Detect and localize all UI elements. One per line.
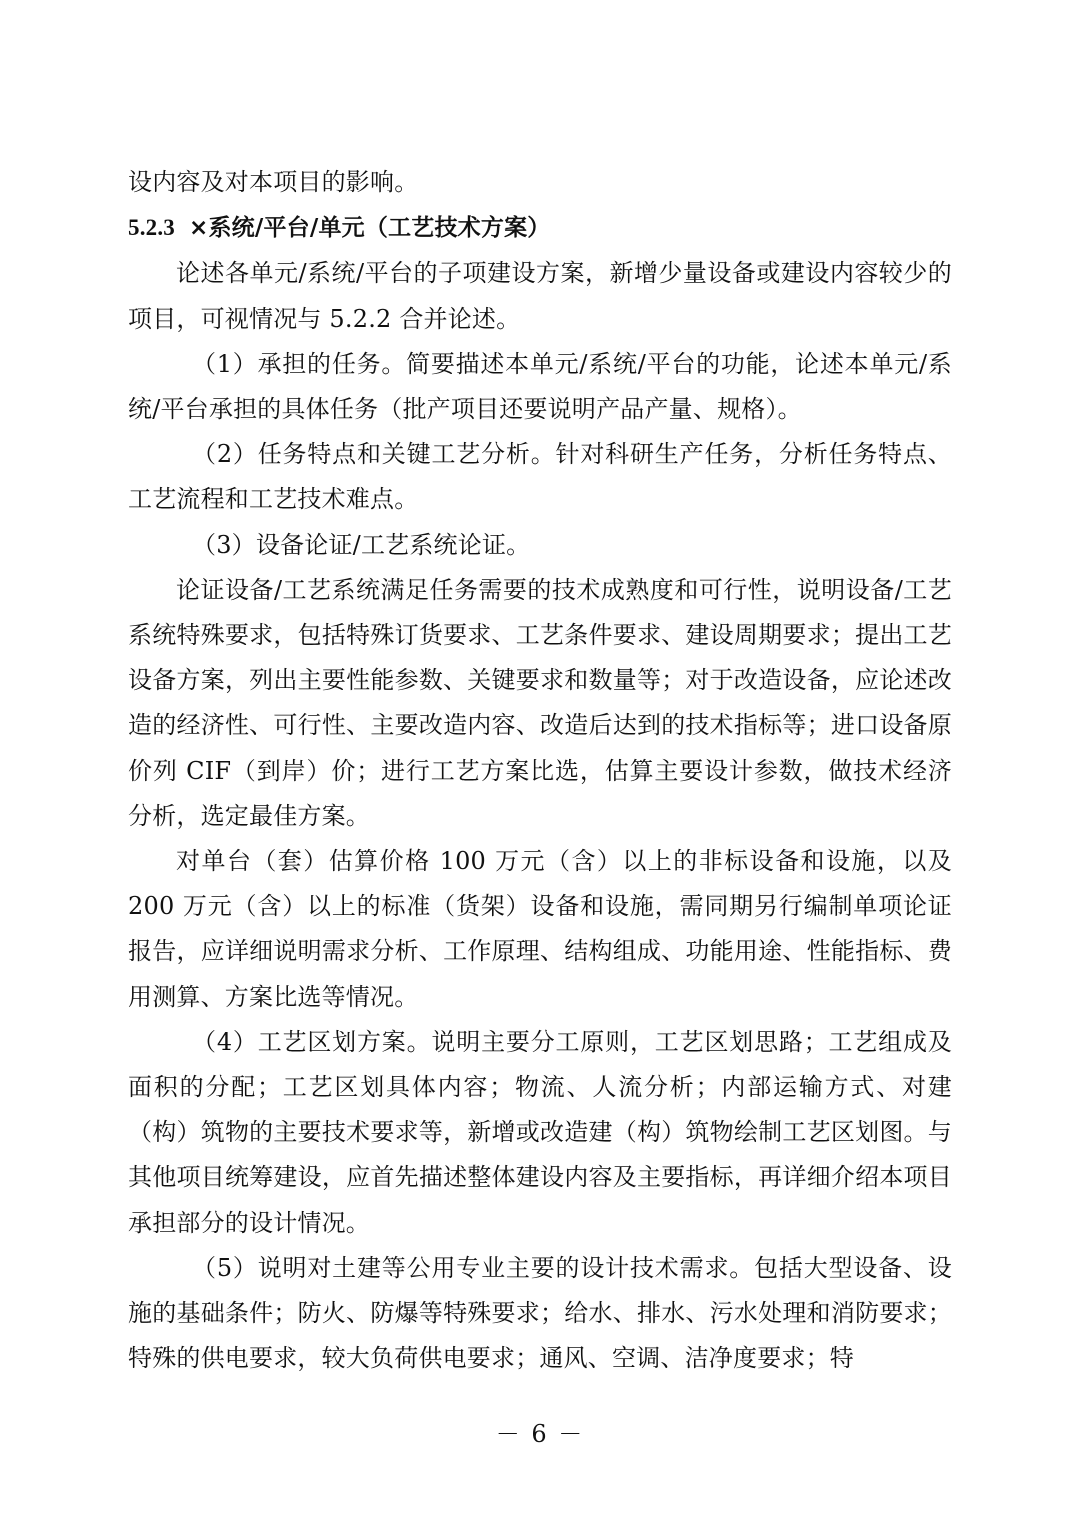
- section-title: ×系统/平台/单元（工艺技术方案）: [189, 215, 551, 242]
- continuation-line: 设内容及对本项目的影响。: [128, 168, 419, 196]
- paragraph-intro: 论述各单元/系统/平台的子项建设方案，新增少量设备或建设内容较少的项目，可视情况与 5.2.2 合并论述。: [128, 259, 952, 333]
- paragraph-item-1: （1）承担的任务。简要描述本单元/系统/平台的功能，论述本单元/系统/平台承担的具体任务（批产项目还要说明产品产量、规格）。: [128, 349, 952, 424]
- page-number: － 6 －: [495, 1420, 585, 1448]
- section-number: 5.2.3: [128, 215, 175, 241]
- page-body: [128, 160, 952, 1381]
- section-heading: [128, 205, 952, 251]
- paragraph-item-5: （5）说明对土建等公用专业主要的设计技术需求。包括大型设备、设施的基础条件；防火、防爆等特殊要求；给水、排水、污水处理和消防要求；特殊的供电要求，较大负荷供电要求；通风、空调、洁净度要求；特: [128, 1253, 952, 1373]
- paragraph-item-2: （2）任务特点和关键工艺分析。针对科研生产任务，分析任务特点、工艺流程和工艺技术难点。: [128, 440, 952, 514]
- paragraph-equipment: 论证设备/工艺系统满足任务需要的技术成熟度和可行性，说明设备/工艺系统特殊要求，包括特殊订货要求、工艺条件要求、建设周期要求；提出工艺设备方案，列出主要性能参数、关键要求和数量等；对于改造设备，应论述改造的经济性、可行性、主要改造内容、改造后达到的技术指标等；进口设备原价列 CIF（到岸）价；进行工艺方案比选，估算主要设计参数，做技术经济分析，选定最佳方案。: [128, 575, 952, 830]
- paragraph-item-4: （4）工艺区划方案。说明主要分工原则，工艺区划思路；工艺组成及面积的分配；工艺区划具体内容；物流、人流分析；内部运输方式、对建（构）筑物的主要技术要求等，新增或改造建（构）筑物绘制工艺区划图。与其他项目统筹建设，应首先描述整体建设内容及主要指标，再详细介绍本项目承担部分的设计情况。: [128, 1027, 952, 1237]
- paragraph-report: 对单台（套）估算价格 100 万元（含）以上的非标设备和设施，以及 200 万元（含）以上的标准（货架）设备和设施，需同期另行编制单项论证报告，应详细说明需求分析、工作原理、结构组成、功能用途、性能指标、费用测算、方案比选等情况。: [128, 847, 952, 1011]
- paragraph-item-3: （3）设备论证/工艺系统论证。: [192, 530, 531, 559]
